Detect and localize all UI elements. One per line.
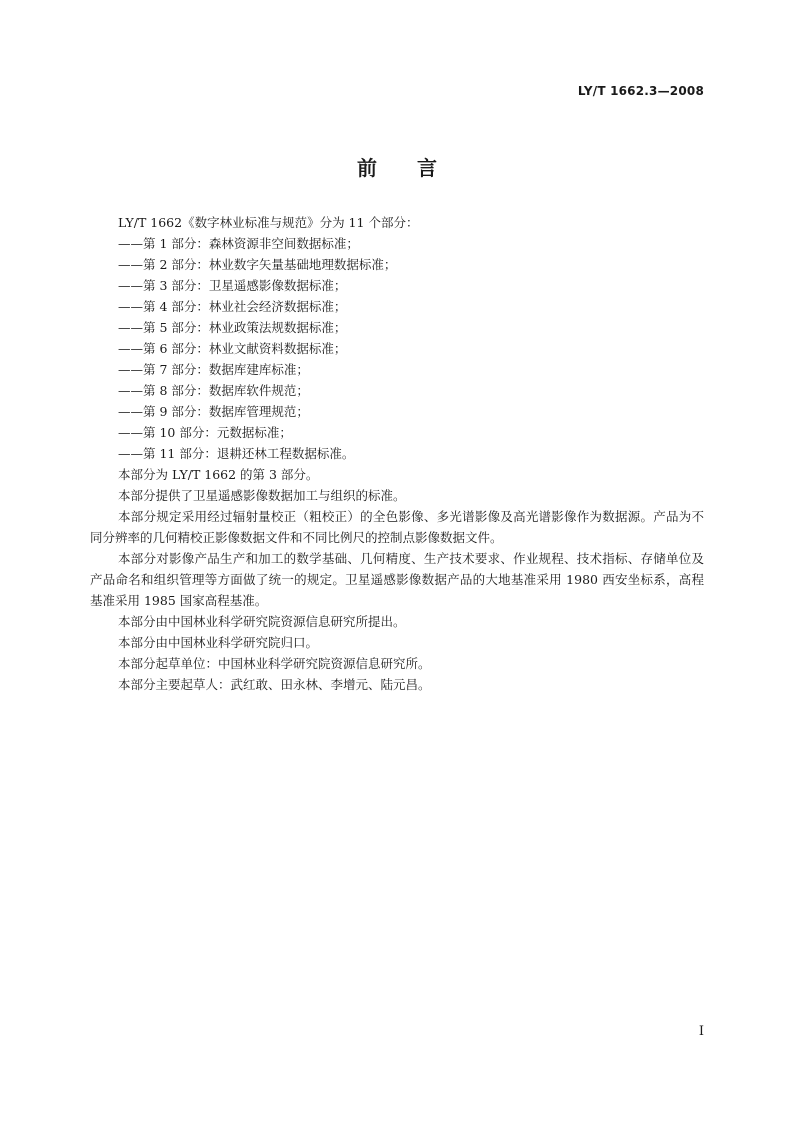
list-item: ——第 1 部分：森林资源非空间数据标准； xyxy=(118,236,359,251)
paragraph: 本部分主要起草人：武红敢、田永林、李增元、陆元昌。 xyxy=(118,677,431,692)
intro-line: LY/T 1662《数字林业标准与规范》分为 11 个部分： xyxy=(118,215,419,230)
list-item: ——第 5 部分：林业政策法规数据标准； xyxy=(118,320,347,335)
paragraph: 本部分由中国林业科学研究院资源信息研究所提出。 xyxy=(118,614,406,629)
list-item: ——第 4 部分：林业社会经济数据标准； xyxy=(118,299,347,314)
list-item: ——第 10 部分：元数据标准； xyxy=(118,425,292,440)
list-item: ——第 6 部分：林业文献资料数据标准； xyxy=(118,341,347,356)
parts-list xyxy=(90,233,704,464)
paragraph: 本部分规定采用经过辐射量校正（粗校正）的全色影像、多光谱影像及高光谱影像作为数据源。产品为不同分辨率的几何精校正影像数据文件和不同比例尺的控制点影像数据文件。 xyxy=(90,509,704,545)
document-body xyxy=(90,212,704,695)
list-item: ——第 11 部分：退耕还林工程数据标准。 xyxy=(118,446,355,461)
list-item: ——第 9 部分：数据库管理规范； xyxy=(118,404,309,419)
paragraph: 本部分起草单位：中国林业科学研究院资源信息研究所。 xyxy=(118,656,431,671)
list-item: ——第 7 部分：数据库建库标准； xyxy=(118,362,309,377)
page-title: 前言 xyxy=(357,156,477,180)
standard-code: LY/T 1662.3—2008 xyxy=(577,84,704,98)
page-number: I xyxy=(698,1024,704,1039)
paragraph: 本部分为 LY/T 1662 的第 3 部分。 xyxy=(118,467,319,482)
list-item: ——第 2 部分：林业数字矢量基础地理数据标准； xyxy=(118,257,397,272)
paragraph: 本部分提供了卫星遥感影像数据加工与组织的标准。 xyxy=(118,488,406,503)
paragraph: 本部分由中国林业科学研究院归口。 xyxy=(118,635,319,650)
list-item: ——第 3 部分：卫星遥感影像数据标准； xyxy=(118,278,347,293)
paragraph: 本部分对影像产品生产和加工的数学基础、几何精度、生产技术要求、作业规程、技术指标、存储单位及产品命名和组织管理等方面做了统一的规定。卫星遥感影像数据产品的大地基准采用 1980 西安坐标系，高程基准采用 1985 国家高程基准。 xyxy=(90,551,704,608)
list-item: ——第 8 部分：数据库软件规范； xyxy=(118,383,309,398)
